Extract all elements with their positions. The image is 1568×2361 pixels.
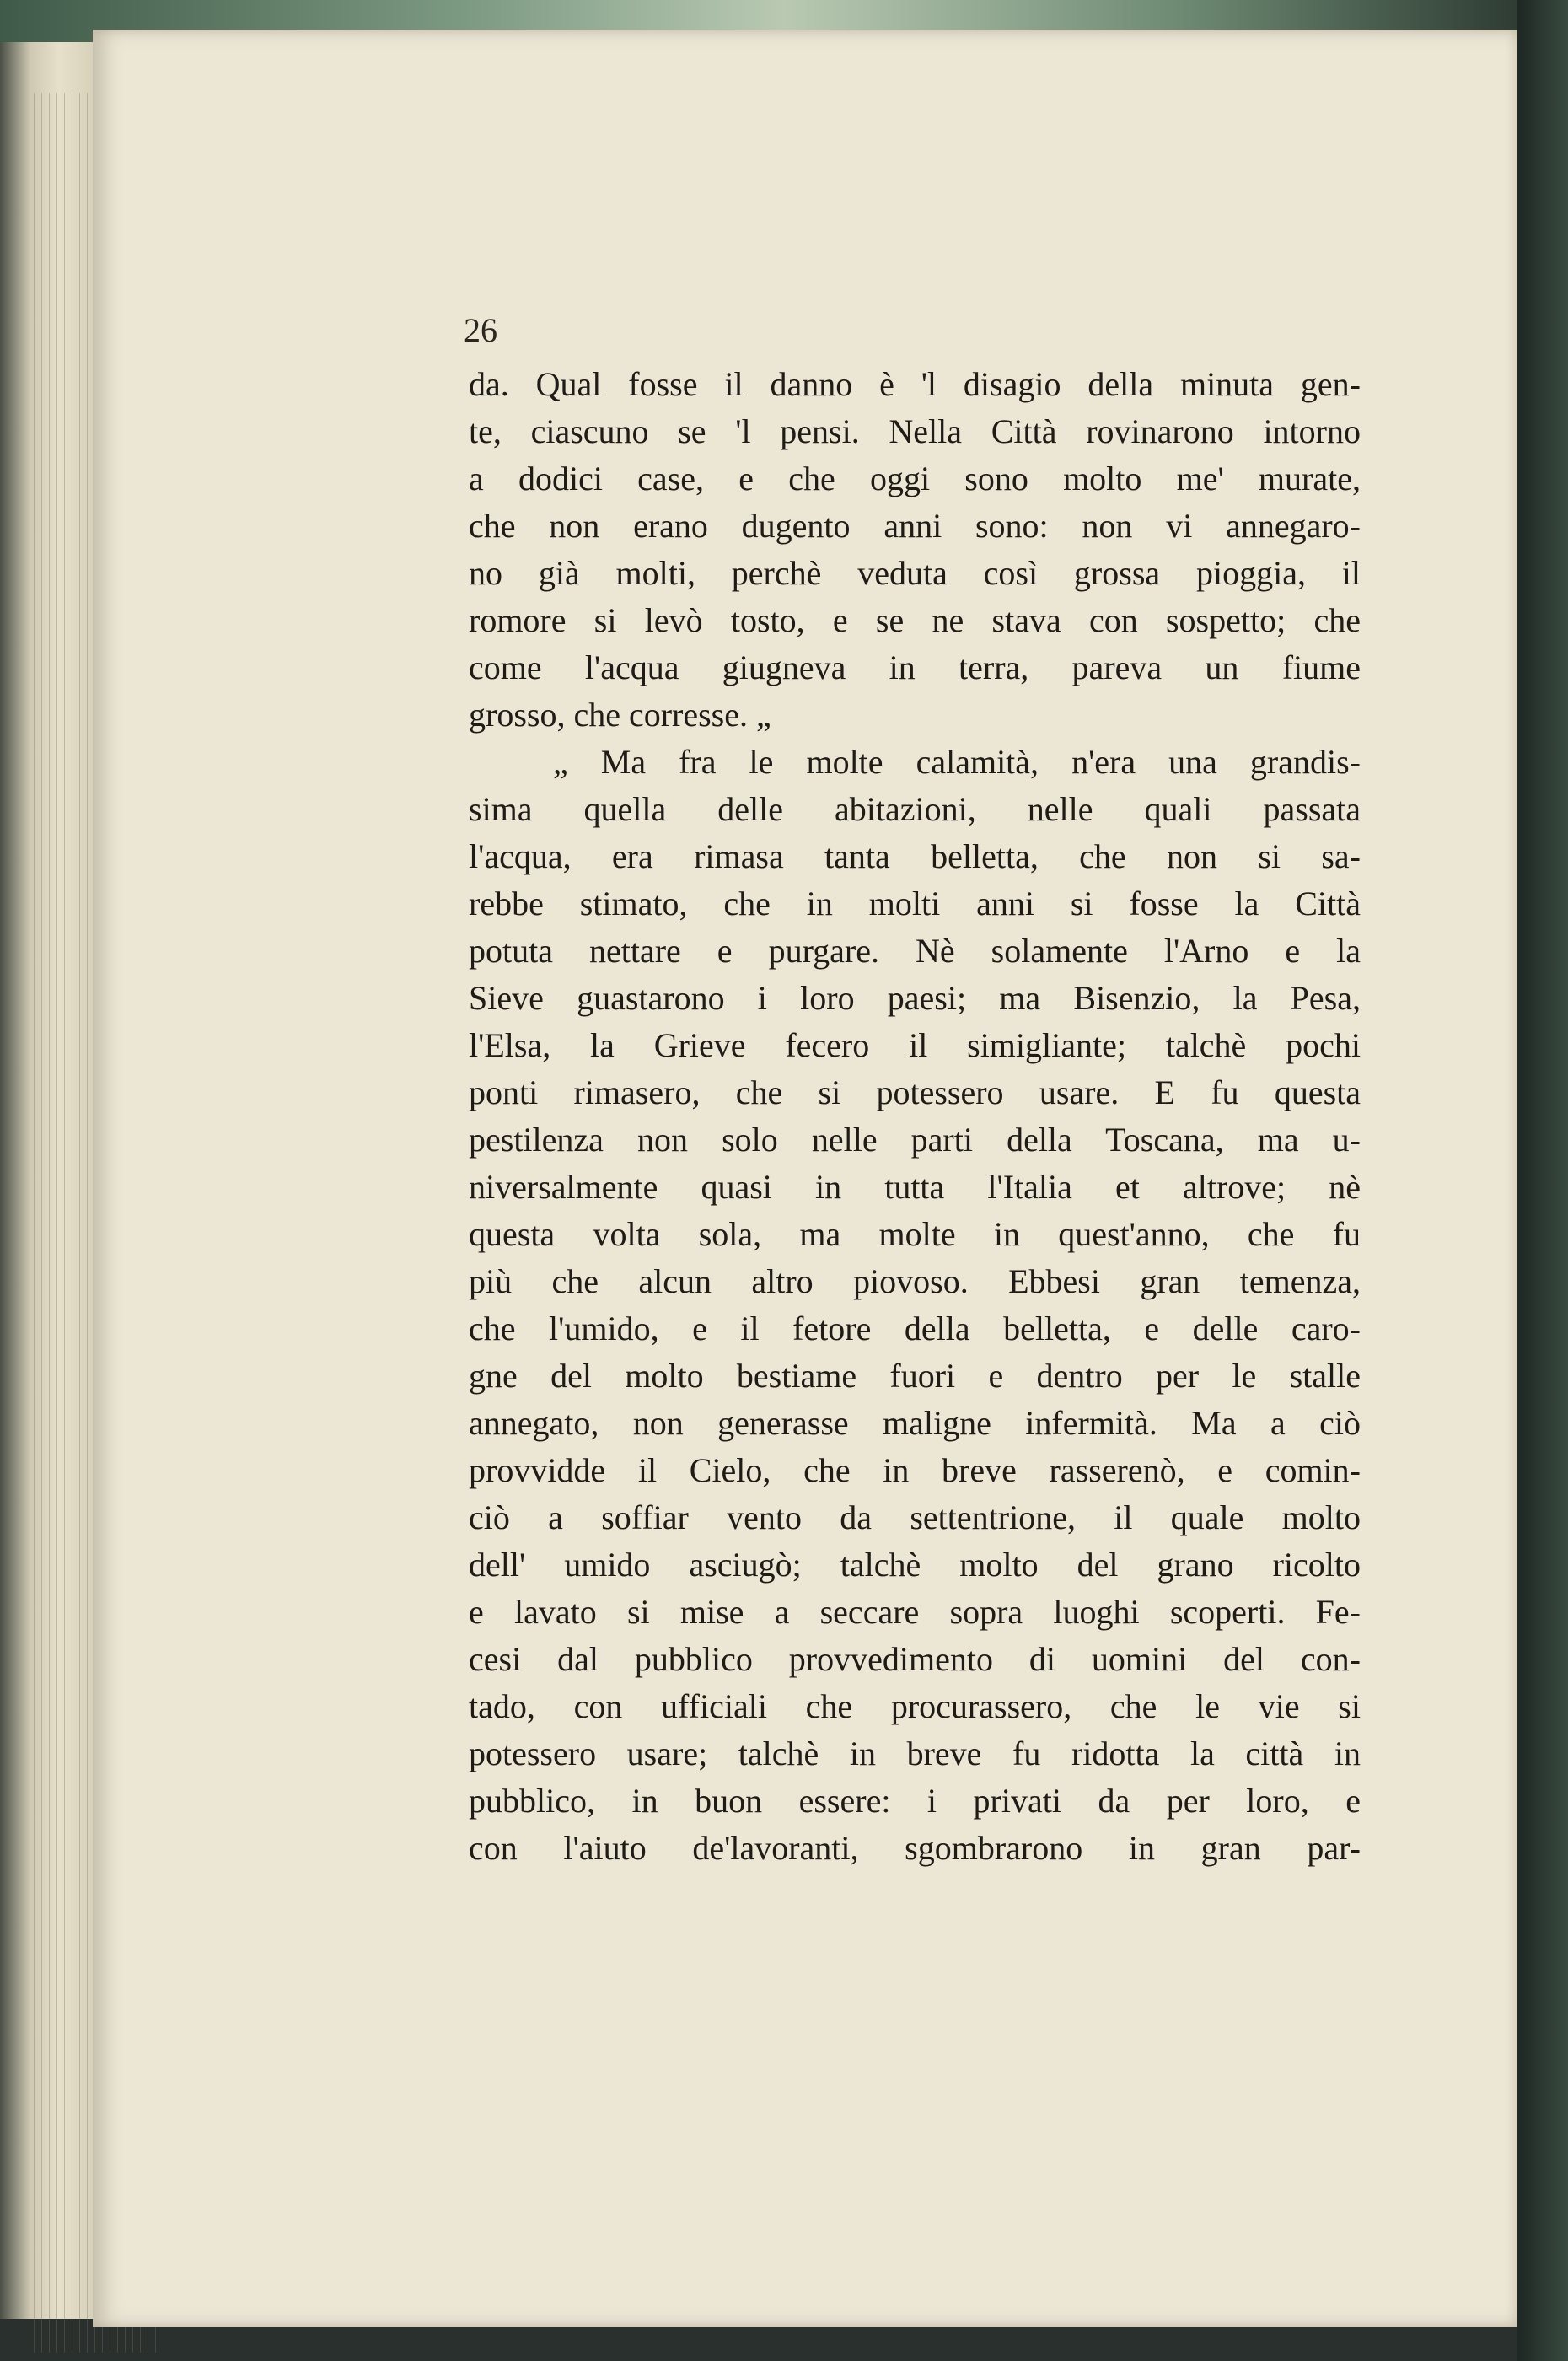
text-line: potuta nettare e purgare. Nè solamente l'Arno e la [469,932,1361,970]
text-line: più che alcun altro piovoso. Ebbesi gran temenza, [469,1262,1361,1300]
text-line: gne del molto bestiame fuori e dentro per le stalle [469,1357,1361,1395]
page-text [469,361,1361,1872]
text-line: che non erano dugento anni sono: non vi annegaro- [469,507,1361,545]
text-line: pestilenza non solo nelle parti della Toscana, ma u- [469,1121,1361,1159]
text-line: romore si levò tosto, e se ne stava con sospetto; che [469,601,1361,639]
text-line: rebbe stimato, che in molti anni si fosse la Città [469,885,1361,922]
text-line: tado, con ufficiali che procurassero, che le vie si [469,1687,1361,1725]
page-number: 26 [464,311,497,349]
text-line: l'acqua, era rimasa tanta belletta, che non si sa- [469,837,1361,875]
text-line: niversalmente quasi in tutta l'Italia et altrove; nè [469,1168,1361,1206]
text-line: te, ciascuno se 'l pensi. Nella Città rovinarono intorno [469,412,1361,450]
text-line: potessero usare; talchè in breve fu ridotta la città in [469,1734,1361,1772]
text-line: grosso, che corresse. „ [469,696,771,734]
text-line: a dodici case, e che oggi sono molto me' murate, [469,460,1361,497]
book-cover-right [1517,0,1568,2361]
text-line: no già molti, perchè veduta così grossa pioggia, il [469,554,1361,592]
text-line: cesi dal pubblico provvedimento di uomini del con- [469,1640,1361,1678]
text-line: ciò a soffiar vento da settentrione, il quale molto [469,1498,1361,1536]
text-line: ponti rimasero, che si potessero usare. E fu questa [469,1073,1361,1111]
text-line: dell' umido asciugò; talchè molto del grano ricolto [469,1546,1361,1584]
text-line: con l'aiuto de'lavoranti, sgombrarono in gran par- [469,1829,1361,1867]
text-line: annegato, non generasse maligne infermità. Ma a ciò [469,1404,1361,1442]
text-line: da. Qual fosse il danno è 'l disagio della minuta gen- [469,365,1361,403]
text-line: e lavato si mise a seccare sopra luoghi scoperti. Fe- [469,1593,1361,1631]
text-line: pubblico, in buon essere: i privati da per loro, e [469,1782,1361,1820]
text-line: come l'acqua giugneva in terra, pareva un fiume [469,648,1361,686]
text-line: provvidde il Cielo, che in breve rasserenò, e comin- [469,1451,1361,1489]
text-line: l'Elsa, la Grieve fecero il simigliante; talchè pochi [469,1026,1361,1064]
text-line: Sieve guastarono i loro paesi; ma Bisenzio, la Pesa, [469,979,1361,1017]
text-line: che l'umido, e il fetore della belletta, e delle caro- [469,1310,1361,1347]
text-line: questa volta sola, ma molte in quest'anno, che fu [469,1215,1361,1253]
text-line: sima quella delle abitazioni, nelle quali passata [469,790,1361,828]
text-line: „ Ma fra le molte calamità, n'era una grandis- [553,743,1361,781]
